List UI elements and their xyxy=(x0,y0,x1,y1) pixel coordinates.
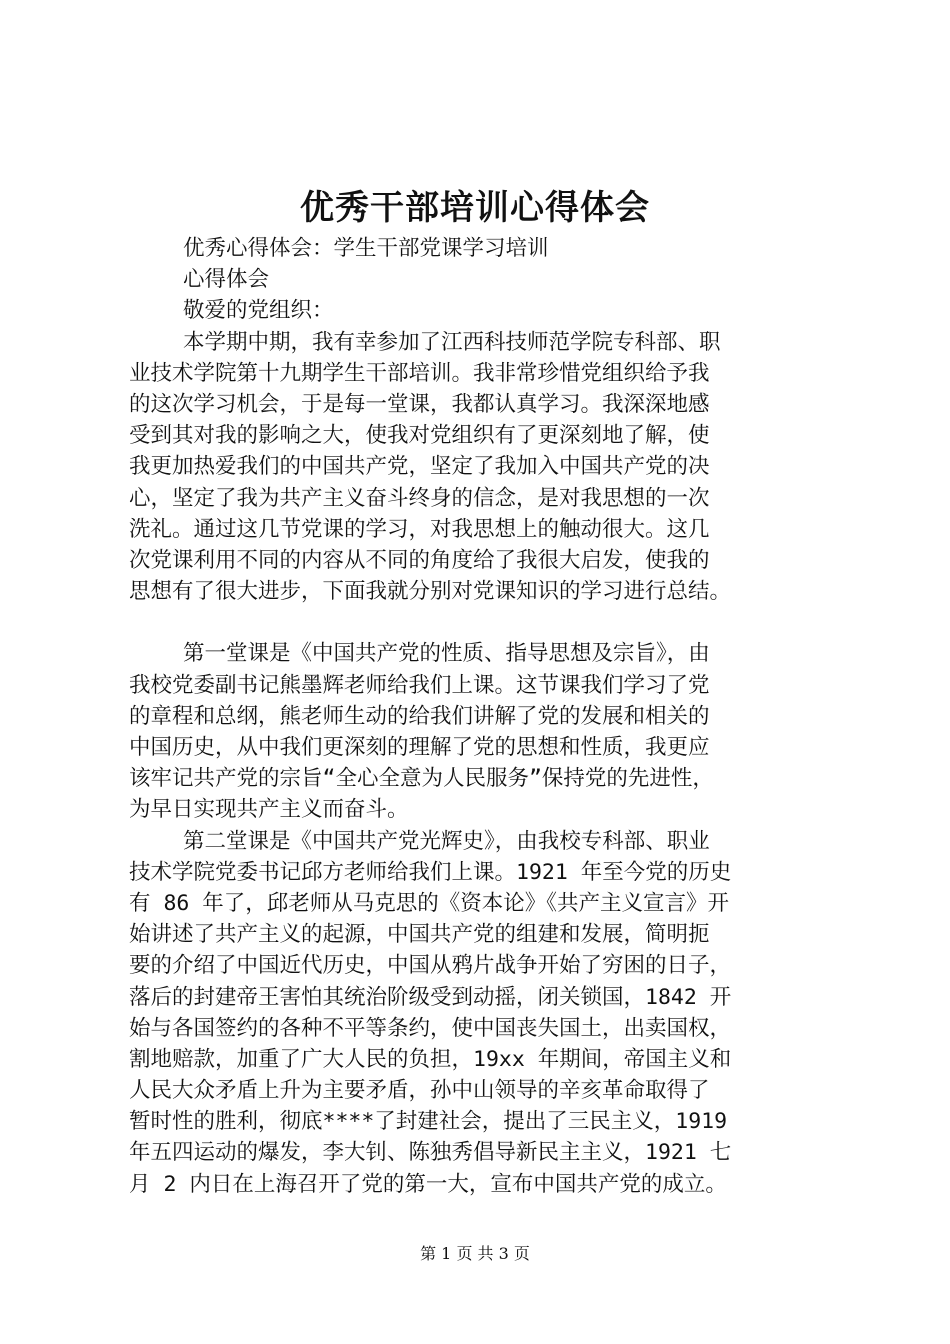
paragraph-line: 本学期中期，我有幸参加了江西科技师范学院专科部、职 xyxy=(183,329,721,355)
paragraph-line: 始讲述了共产主义的起源，中国共产党的组建和发展，简明扼 xyxy=(129,922,710,948)
paragraph-line: 为早日实现共产主义而奋斗。 xyxy=(129,797,409,823)
paragraph-line: 该牢记共产党的宗旨“全心全意为人民服务”保持党的先进性， xyxy=(129,766,714,792)
paragraph-line: 割地赔款，加重了广大人民的负担，19xx 年期间，帝国主义和 xyxy=(129,1046,732,1072)
paragraph-line: 落后的封建帝王害怕其统治阶级受到动摇，闭关锁国，1842 开 xyxy=(129,984,732,1010)
paragraph-line: 第二堂课是《中国共产党光辉史》，由我校专科部、职业 xyxy=(183,828,710,854)
intro-line: 优秀心得体会：学生干部党课学习培训 xyxy=(183,236,549,261)
paragraph-1 xyxy=(129,327,853,608)
paragraph-line: 的章程和总纲，熊老师生动的给我们讲解了党的发展和相关的 xyxy=(129,703,710,729)
paragraph-line: 洗礼。通过这几节党课的学习，对我思想上的触动很大。这几 xyxy=(129,516,710,542)
paragraph-spacer xyxy=(129,607,853,638)
paragraph-3 xyxy=(129,826,853,1200)
paragraph-line: 技术学院党委书记邱方老师给我们上课。1921 年至今党的历史 xyxy=(129,859,732,885)
paragraph-line: 年五四运动的爆发，李大钊、陈独秀倡导新民主主义，1921 七 xyxy=(129,1140,732,1166)
paragraph-line: 受到其对我的影响之大，使我对党组织有了更深刻地了解，使 xyxy=(129,423,710,449)
paragraph-2 xyxy=(129,638,853,825)
paragraph-line: 有 86 年了，邱老师从马克思的《资本论》《共产主义宣言》开 xyxy=(129,890,730,916)
paragraph-line: 思想有了很大进步，下面我就分别对党课知识的学习进行总结。 xyxy=(129,579,732,605)
paragraph-line: 月 2 内日在上海召开了党的第一大，宣布中国共产党的成立。 xyxy=(129,1171,727,1197)
paragraph-line: 暂时性的胜利，彻底****了封建社会，提出了三民主义，1919 xyxy=(129,1109,728,1135)
paragraph-line: 始与各国签约的各种不平等条约，使中国丧失国土，出卖国权， xyxy=(129,1015,732,1041)
paragraph-line: 心，坚定了我为共产主义奋斗终身的信念，是对我思想的一次 xyxy=(129,485,710,511)
paragraph-line: 的这次学习机会，于是每一堂课，我都认真学习。我深深地感 xyxy=(129,391,710,417)
salutation: 敬爱的党组织： xyxy=(183,298,334,324)
document-title: 优秀干部培训心得体会 xyxy=(300,188,650,228)
document-body xyxy=(129,233,853,1200)
paragraph-line: 次党课利用不同的内容从不同的角度给了我很大启发，使我的 xyxy=(129,547,710,573)
paragraph-line: 业技术学院第十九期学生干部培训。我非常珍惜党组织给予我 xyxy=(129,360,710,386)
paragraph-line: 第一堂课是《中国共产党的性质、指导思想及宗旨》，由 xyxy=(183,641,710,667)
paragraph-line: 人民大众矛盾上升为主要矛盾，孙中山领导的辛亥革命取得了 xyxy=(129,1078,710,1104)
paragraph-line: 我校党委副书记熊墨辉老师给我们上课。这节课我们学习了党 xyxy=(129,672,710,698)
paragraph-line: 中国历史，从中我们更深刻的理解了党的思想和性质，我更应 xyxy=(129,735,710,760)
paragraph-line: 要的介绍了中国近代历史，中国从鸦片战争开始了穷困的日子， xyxy=(129,953,732,979)
page-footer: 第 1 页 共 3 页 xyxy=(420,1244,530,1263)
intro-line: 心得体会 xyxy=(183,267,270,293)
paragraph-line: 我更加热爱我们的中国共产党，坚定了我加入中国共产党的决 xyxy=(129,454,710,480)
